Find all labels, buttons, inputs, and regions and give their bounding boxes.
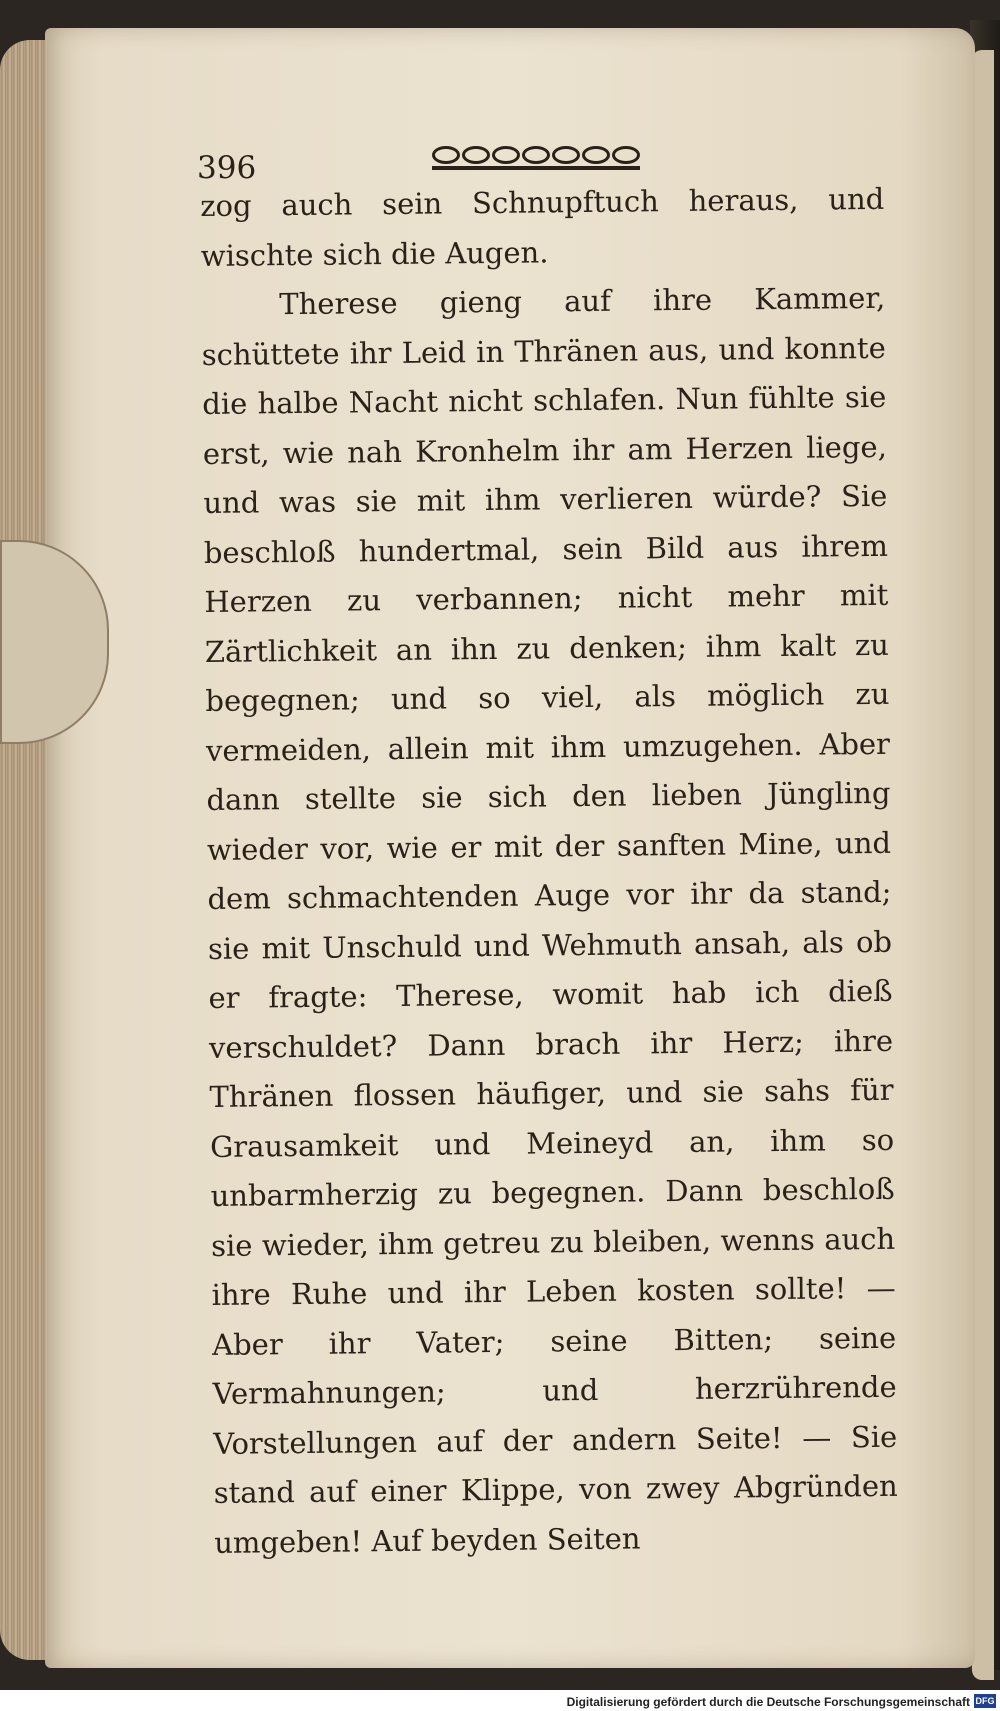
ornament-loop	[552, 146, 580, 164]
digitization-credit: Digitalisierung gefördert durch die Deutsche Forschungsgemeinschaft	[566, 1695, 970, 1709]
ornament-loop	[462, 146, 490, 164]
page-number: 396	[197, 150, 257, 186]
paragraph: Therese gieng auf ihre Kammer, schüttete ihr Leid in Thränen aus, und konnte die halbe Nacht nicht schlafen. Nun fühlte sie erst, wie nah Kronhelm ihr am Herzen liege, und was sie mit ihm verlieren würde? Sie beschloß hundertmal, sein Bild aus ihrem Herzen zu verbannen; nicht mehr mit Zärtlichkeit an ihn zu denken; ihm kalt zu begegnen; und so viel, als möglich zu vermeiden, allein mit ihm umzugehen. Aber dann stellte sie sich den lieben Jüngling wieder vor, wie er mit der sanften Mine, und dem schmachtenden Auge vor ihr da stand; sie mit Unschuld und Wehmuth ansah, als ob er fragte: Therese, womit hab ich dieß verschuldet? Dann brach ihr Herz; ihre Thränen flossen häufiger, und sie sahs für Grausamkeit und Meineyd an, ihm so unbarmherzig zu begegnen. Dann beschloß sie wieder, ihm getreu zu bleiben, wenns auch ihre Ruhe und ihr Leben kosten sollte! — Aber ihr Vater; seine Bitten; seine Vermahnungen; und herzrührende Vorstellungen auf der andern Seite! — Sie stand auf einer Klippe, von zwey Abgründen umgeben! Auf beyden Seiten	[201, 280, 898, 1560]
paragraph-continuation: zog auch sein Schnupftuch heraus, und wischte sich die Augen.	[200, 181, 885, 273]
ornament-loop	[492, 146, 520, 164]
ornament-loop	[522, 146, 550, 164]
ornament-loop	[432, 146, 460, 164]
ornament-loop	[582, 146, 610, 164]
digitization-footer	[0, 1690, 1000, 1711]
header-ornament	[432, 144, 640, 170]
dfg-logo: DFG	[975, 1696, 995, 1706]
facing-page-edge	[972, 50, 994, 1680]
ornament-loop	[612, 146, 640, 164]
page-body-text	[200, 175, 898, 1568]
